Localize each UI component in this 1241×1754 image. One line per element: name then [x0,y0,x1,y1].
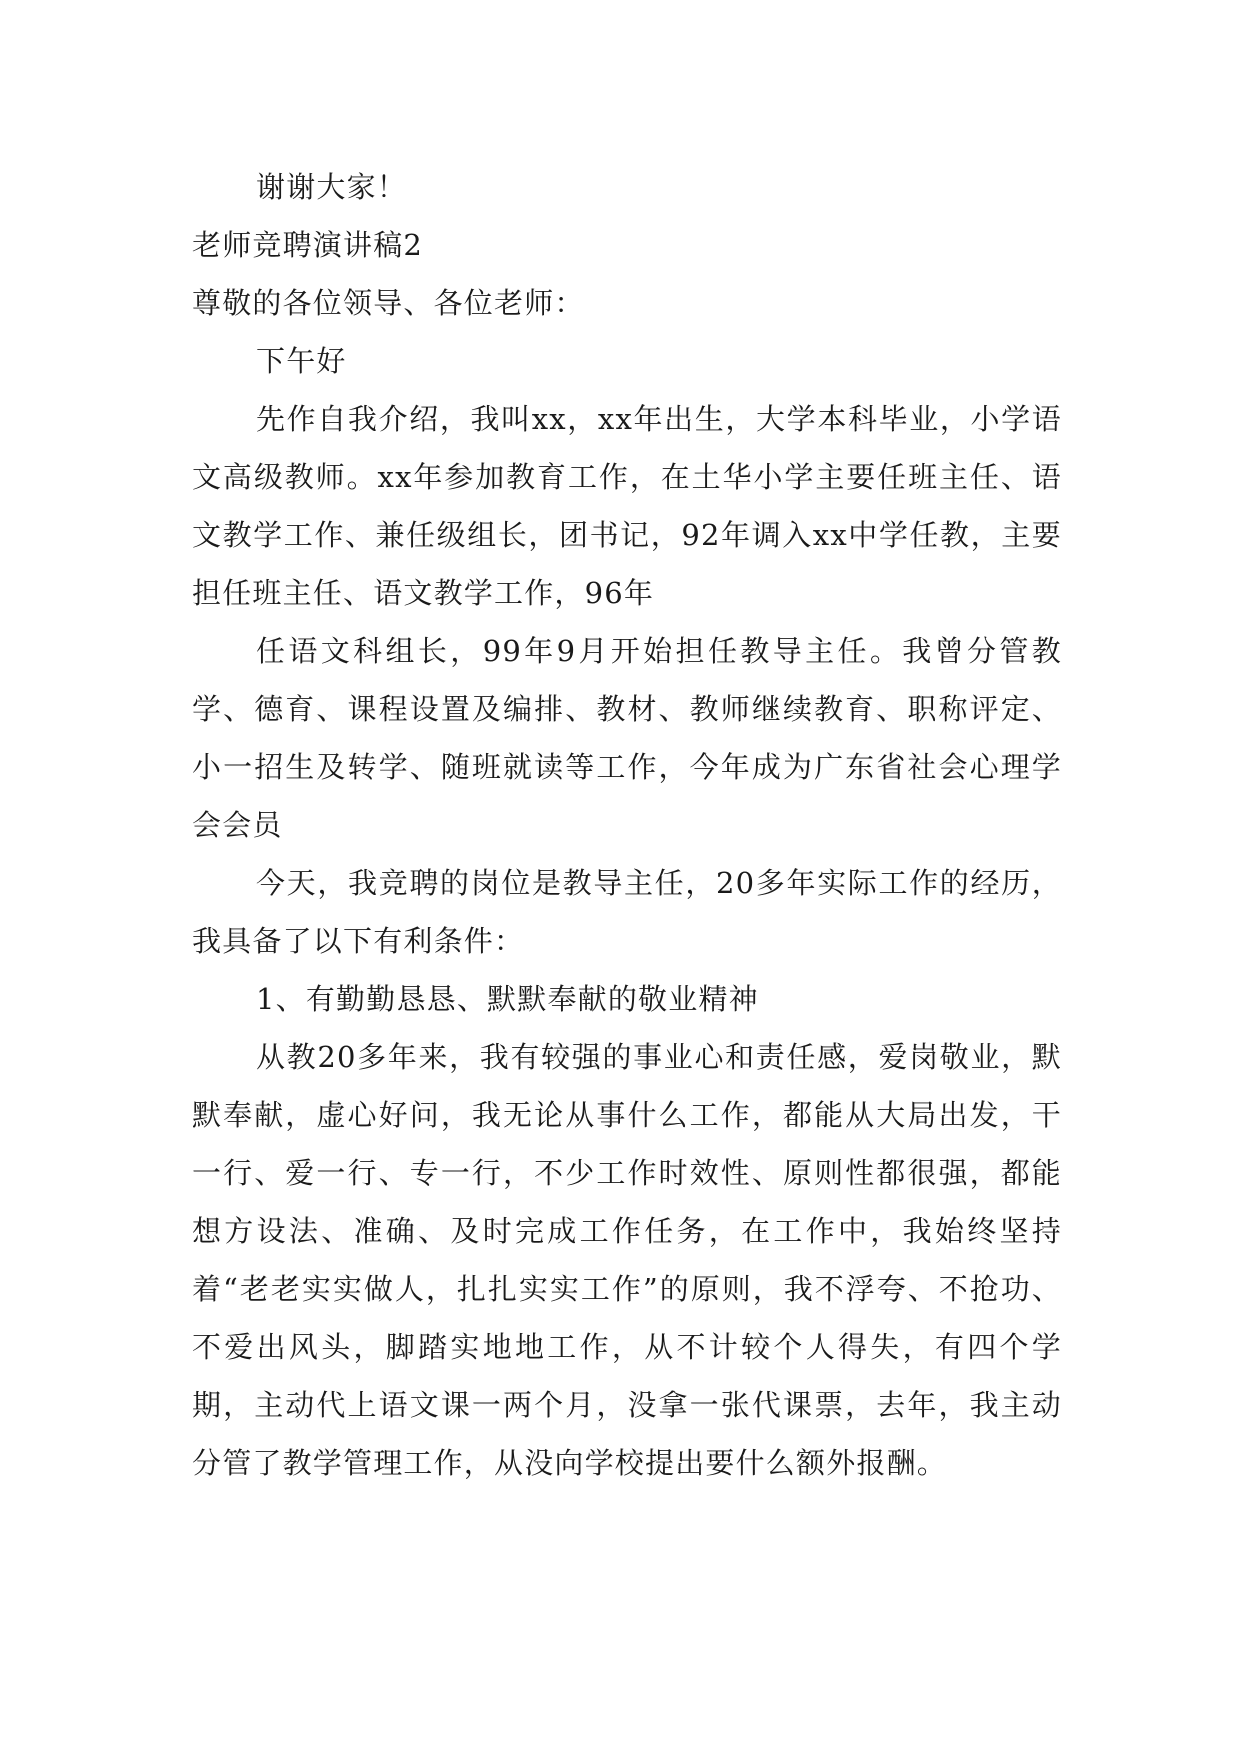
section-heading-dedication: 1、有勤勤恳恳、默默奉献的敬业精神 [256,982,759,1016]
paragraph-position: 今天，我竞聘的岗位是教导主任，20多年实际工作的经历，我具备了以下有利条件： [192,866,1062,958]
document-body [192,158,1062,1492]
salutation: 尊敬的各位领导、各位老师： [192,286,585,320]
closing-line: 谢谢大家！ [256,170,408,204]
paragraph-experience: 任语文科组长，99年9月开始担任教导主任。我曾分管教学、德育、课程设置及编排、教材、教师继续教育、职称评定、小一招生及转学、随班就读等工作，今年成为广东省社会心理学会会员 [192,634,1062,842]
greeting: 下午好 [256,344,347,378]
document-title: 老师竞聘演讲稿2 [192,228,424,262]
paragraph-dedication: 从教20多年来，我有较强的事业心和责任感，爱岗敬业，默默奉献，虚心好问，我无论从事什么工作，都能从大局出发，干一行、爱一行、专一行，不少工作时效性、原则性都很强，都能想方设法、准确、及时完成工作任务，在工作中，我始终坚持着“老老实实做人，扎扎实实工作”的原则，我不浮夸、不抢功、不爱出风头，脚踏实地地工作，从不计较个人得失，有四个学期，主动代上语文课一两个月，没拿一张代课票，去年，我主动分管了教学管理工作，从没向学校提出要什么额外报酬。 [192,1040,1062,1480]
paragraph-self-intro: 先作自我介绍，我叫xx，xx年出生，大学本科毕业，小学语文高级教师。xx年参加教育工作，在土华小学主要任班主任、语文教学工作、兼任级组长，团书记，92年调入xx中学任教，主要担任班主任、语文教学工作，96年 [192,402,1062,610]
